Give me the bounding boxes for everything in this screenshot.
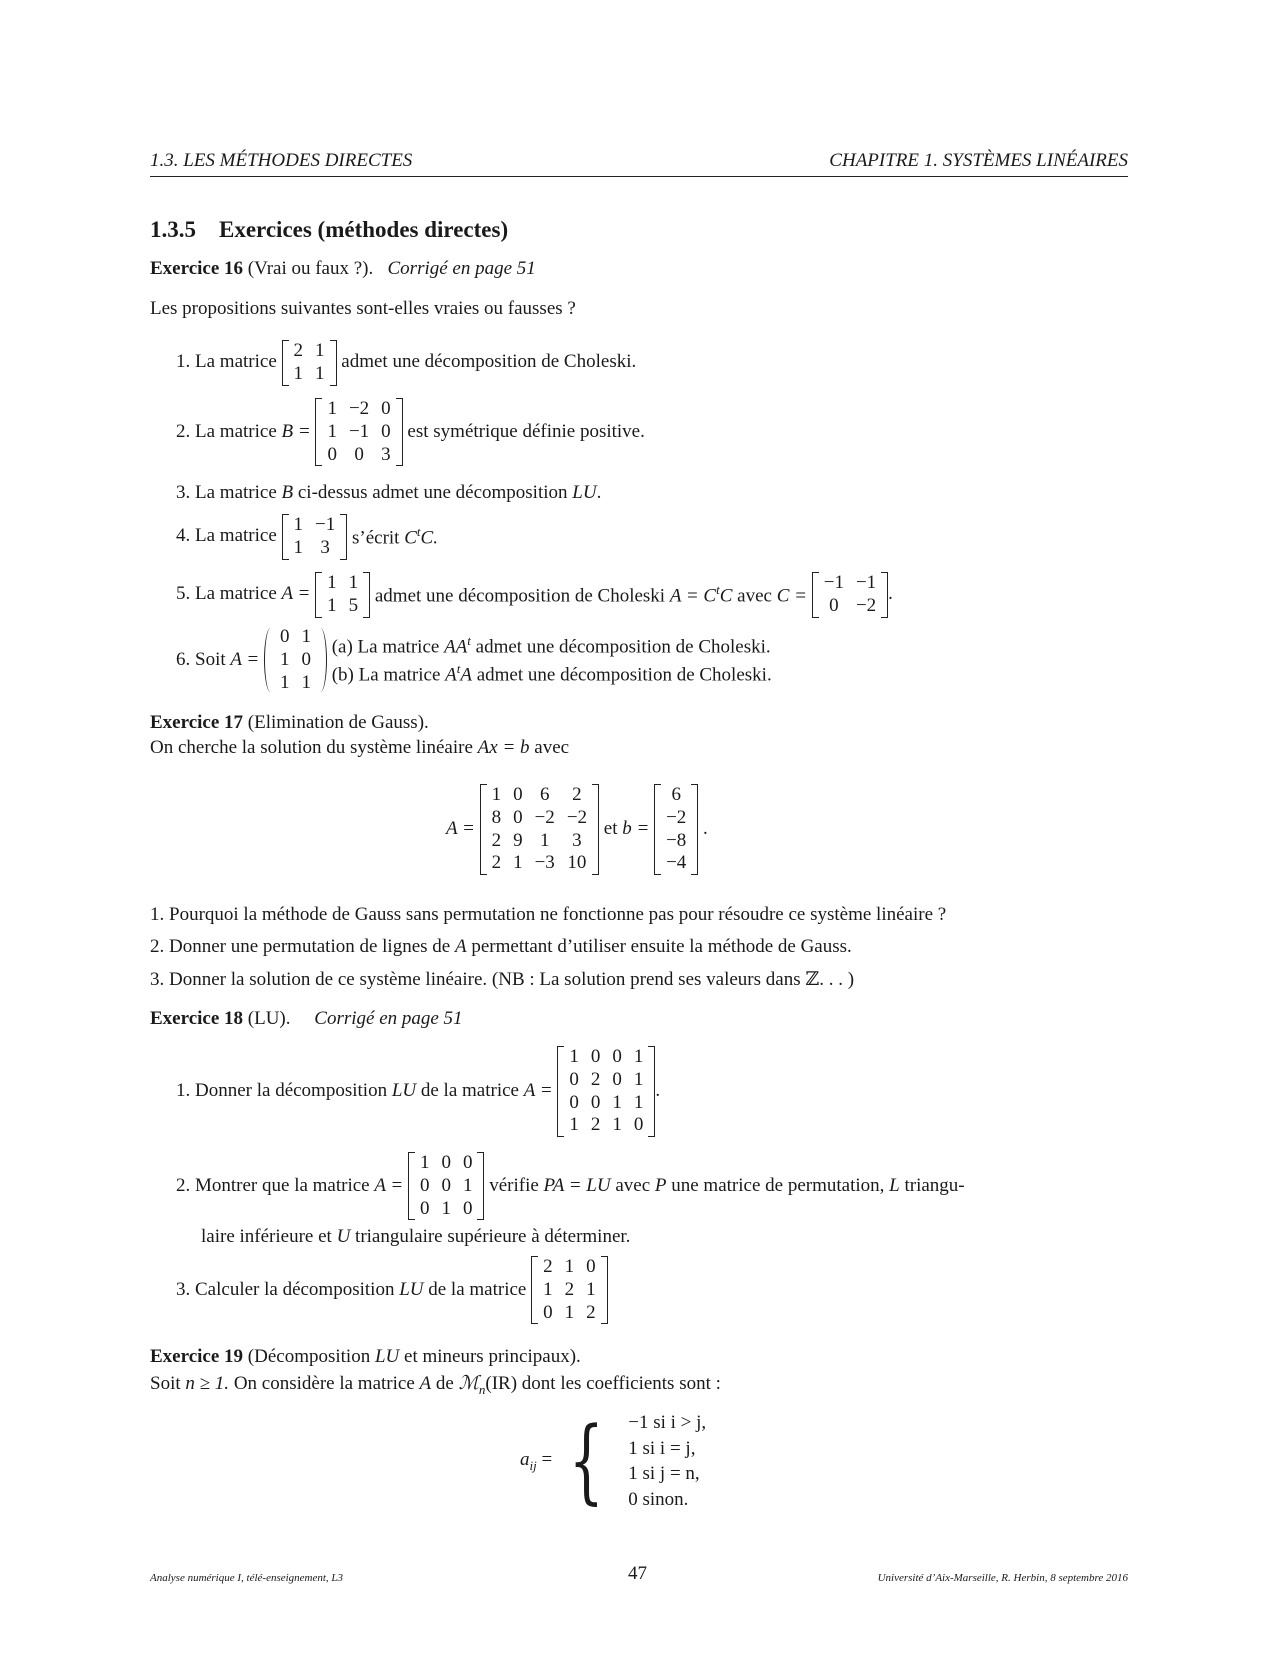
matrix-table	[288, 514, 342, 560]
ex16-item-4: 4. La matrice 1 −1 1 3 s’écrit $C^tC$.	[176, 514, 438, 558]
ex16-matrix-A6	[264, 626, 327, 694]
matrix-table	[321, 572, 364, 618]
matrix-cell: −4	[666, 852, 687, 874]
matrix-cell: 1	[293, 362, 304, 384]
ex16-item-3: 3. La matrice B ci-dessus admet une décomposition LU.	[176, 482, 602, 503]
matrix-cell: 1	[327, 572, 337, 593]
matrix-cell: 8	[491, 806, 502, 828]
ex16-heading	[150, 258, 536, 281]
ex16-item-6: 6. Soit A = 0 1 1 0 1 1 (a) La matrice $AA^t$ admet une décomposition de Choleski. (b) La matrice $A^tA$ admet une décomposition de Choleski.	[176, 626, 772, 693]
matrix-cell: 1	[564, 1256, 575, 1277]
matrix-cell: 1	[279, 648, 290, 670]
section-number: 1.3.5	[150, 217, 196, 242]
case-line: −1 si i > j,	[628, 1412, 707, 1433]
matrix-cell: 6	[539, 784, 550, 805]
matrix-cell: 1	[569, 1114, 579, 1136]
matrix-cell: −2	[534, 806, 555, 828]
matrix-cell: 1	[569, 1046, 579, 1067]
matrix-cell: 2	[586, 1301, 596, 1323]
matrix-cell: 3	[572, 829, 582, 851]
ex18-item-1: 1. Donner la décomposition LU de la matrice A = 1 0 0 1 0 2 0 1 0 0 1 1 1 2 1 0.	[176, 1046, 661, 1136]
matrix-cell: 3	[381, 443, 391, 465]
matrix-cell: 1	[348, 572, 359, 593]
matrix-cell: 1	[612, 1091, 622, 1113]
matrix-cell: −8	[666, 829, 687, 851]
matrix-cell: −2	[855, 594, 877, 616]
matrix-cell: 0	[513, 806, 523, 828]
matrix-cell: 0	[633, 1114, 644, 1136]
ex16-label: Exercice 16	[150, 258, 244, 279]
ex17-vector-b	[654, 784, 698, 875]
matrix-cell: 1	[633, 1068, 644, 1090]
matrix-cell: 1	[491, 784, 502, 805]
case-line: 1 si j = n,	[628, 1463, 700, 1485]
matrix-cell: 0	[462, 1197, 473, 1219]
case-line: 0 sinon.	[628, 1488, 689, 1510]
matrix-cell: 0	[462, 1152, 473, 1173]
ex16-ref: Corrigé en page 51	[387, 258, 536, 279]
matrix-cell: 0	[381, 398, 391, 419]
matrix-cell: 1	[633, 1091, 644, 1113]
ex18-matrix-2	[408, 1152, 485, 1220]
matrix-cell: 2	[491, 852, 502, 874]
matrix-cell: −1	[348, 420, 370, 442]
ex16-matrix-1	[282, 340, 337, 386]
matrix-cell: 2	[590, 1068, 601, 1090]
matrix-cell: 1	[327, 420, 337, 442]
ex16-intro: Les propositions suivantes sont-elles vraies ou fausses ?	[150, 298, 576, 319]
matrix-cell: 0	[586, 1256, 596, 1277]
matrix-cell: 1	[327, 398, 337, 419]
matrix-table	[288, 340, 331, 386]
ex17-q3: 3. Donner la solution de ce système linéaire. (NB : La solution prend ses valeurs dans ℤ. . . )	[150, 968, 855, 990]
ex19-definition: $a_{ij}$ = { −1 si i > j, 1 si i = j, 1 si j = n, 0 sinon.	[520, 1407, 707, 1515]
ex18-item-2: 2. Montrer que la matrice A = 1 0 0 0 0 1 0 1 0 vérifie PA = LU avec P une matrice de permutation, L triangu-	[176, 1152, 965, 1219]
matrix-cell: 1	[293, 514, 304, 535]
matrix-cell: 5	[348, 594, 359, 616]
page-number: 47	[628, 1563, 647, 1584]
matrix-cell: 0	[513, 784, 523, 805]
matrix-cell: 0	[612, 1046, 622, 1067]
ex19-intro: Soit n ≥ 1. On considère la matrice A de ℳ$_n$(IR) dont les coefficients sont :	[150, 1372, 721, 1397]
matrix-cell: 1	[513, 852, 523, 874]
matrix-cell: 1	[539, 829, 550, 851]
matrix-table	[321, 398, 396, 466]
matrix-cell: 0	[441, 1174, 451, 1196]
matrix-cell: −1	[855, 572, 877, 593]
matrix-cell: −2	[566, 806, 588, 828]
matrix-cell: 1	[441, 1197, 451, 1219]
matrix-table	[414, 1152, 479, 1220]
ex17-intro: On cherche la solution du système linéaire Ax = b avec	[150, 737, 570, 758]
matrix-cell: 1	[301, 671, 311, 693]
running-header-right: CHAPITRE 1. SYSTÈMES LINÉAIRES	[829, 150, 1128, 171]
ex19-heading: Exercice 19 (Décomposition LU et mineurs principaux).	[150, 1346, 581, 1367]
case-line: 1 si i = j,	[628, 1437, 696, 1459]
matrix-cell: −1	[315, 514, 336, 535]
ex16-matrix-4	[282, 514, 348, 560]
ex17-q1: 1. Pourquoi la méthode de Gauss sans permutation ne fonctionne pas pour résoudre ce système linéaire ?	[150, 904, 947, 925]
matrix-cell: 0	[590, 1046, 601, 1067]
matrix-table	[818, 572, 882, 618]
ex17-heading: Exercice 17 (Elimination de Gauss).	[150, 712, 429, 733]
ex18-heading: Exercice 18 (LU). Corrigé en page 51	[150, 1008, 463, 1029]
matrix-cell: 0	[301, 648, 311, 670]
matrix-cell: 1	[543, 1278, 553, 1300]
matrix-cell: 0	[829, 594, 839, 616]
section-title: Exercices (méthodes directes)	[219, 217, 509, 242]
matrix-cell: 2	[572, 784, 582, 805]
matrix-cell: 1	[586, 1278, 596, 1300]
matrix-cell: 3	[320, 536, 330, 558]
matrix-cell: 1	[633, 1046, 644, 1067]
ex18-matrix-1	[557, 1046, 655, 1137]
matrix-cell: −2	[666, 806, 687, 828]
footer-right: Université d’Aix-Marseille, R. Herbin, 8 septembre 2016	[877, 1572, 1128, 1584]
ex16-item-1: 1. La matrice 2 1 1 1 admet une décomposition de Choleski.	[176, 340, 637, 384]
ex17-q2: 2. Donner une permutation de lignes de A permettant d’utiliser ensuite la méthode de Gauss.	[150, 936, 852, 957]
matrix-cell: 1	[315, 340, 325, 361]
matrix-cell: 1	[462, 1174, 473, 1196]
section-heading	[150, 216, 508, 244]
matrix-table	[537, 1256, 602, 1324]
matrix-cell: 2	[293, 340, 304, 361]
ex18-item-2-cont: laire inférieure et U triangulaire supérieure à déterminer.	[201, 1226, 631, 1247]
ex16-matrix-A5	[315, 572, 370, 618]
matrix-table	[274, 626, 317, 694]
ex16-matrix-B	[315, 398, 402, 466]
matrix-cell: 0	[612, 1068, 622, 1090]
matrix-cell: 0	[279, 626, 290, 647]
matrix-cell: −1	[823, 572, 844, 593]
matrix-cell: 0	[419, 1197, 430, 1219]
matrix-table	[563, 1046, 649, 1137]
matrix-cell: 0	[441, 1152, 451, 1173]
matrix-cell: 1	[327, 594, 337, 616]
matrix-cell: 1	[612, 1114, 622, 1136]
matrix-cell: 0	[590, 1091, 601, 1113]
ex18-matrix-3	[531, 1256, 608, 1324]
matrix-cell: 10	[567, 852, 587, 874]
running-header-left: 1.3. LES MÉTHODES DIRECTES	[150, 150, 413, 171]
matrix-cell: 0	[381, 420, 391, 442]
header-rule	[150, 176, 1128, 177]
matrix-cell: 2	[491, 829, 502, 851]
matrix-cell: 0	[419, 1174, 430, 1196]
ex18-item-3: 3. Calculer la décomposition LU de la matrice 2 1 0 1 2 1 0 1 2	[176, 1256, 608, 1324]
matrix-cell: 1	[293, 536, 304, 558]
matrix-cell: 1	[419, 1152, 430, 1173]
ex16-item-5: 5. La matrice A = 1 1 1 5 admet une décomposition de Choleski $A = C^tC$ avec C = −1 −1 0 −2.	[176, 572, 893, 616]
ex16-matrix-C5	[812, 572, 888, 618]
matrix-cell: 2	[543, 1256, 553, 1277]
matrix-cell: 1	[279, 671, 290, 693]
vector-table	[660, 784, 692, 875]
matrix-cell: 6	[671, 784, 681, 805]
cases-list	[620, 1410, 706, 1513]
matrix-cell: 1	[564, 1301, 575, 1323]
matrix-cell: 1	[301, 626, 311, 647]
matrix-cell: 0	[543, 1301, 553, 1323]
footer-left: Analyse numérique I, télé-enseignement, L3	[150, 1572, 344, 1584]
ex16-item-2: 2. La matrice B = 1 −2 0 1 −1 0 0 0 3 est symétrique définie positive.	[176, 398, 645, 465]
matrix-table	[486, 784, 593, 875]
matrix-cell: 0	[327, 443, 337, 465]
ex17-matrix-A	[480, 784, 599, 875]
ex17-system: A = 1 0 6 2 8 0 −2 −2 2 9 1 3 2 1 −3 10 et b = 6 −2 −8 −4 .	[446, 784, 708, 874]
matrix-cell: −3	[534, 852, 555, 874]
cases-brace: {	[568, 1407, 604, 1515]
matrix-cell: −2	[348, 398, 370, 419]
matrix-cell: 0	[354, 443, 364, 465]
matrix-cell: 2	[564, 1278, 575, 1300]
ex16-subtitle: (Vrai ou faux ?).	[247, 258, 374, 279]
matrix-cell: 1	[315, 362, 325, 384]
matrix-cell: 2	[590, 1114, 601, 1136]
matrix-cell: 0	[569, 1068, 579, 1090]
matrix-cell: 0	[569, 1091, 579, 1113]
matrix-cell: 9	[513, 829, 523, 851]
